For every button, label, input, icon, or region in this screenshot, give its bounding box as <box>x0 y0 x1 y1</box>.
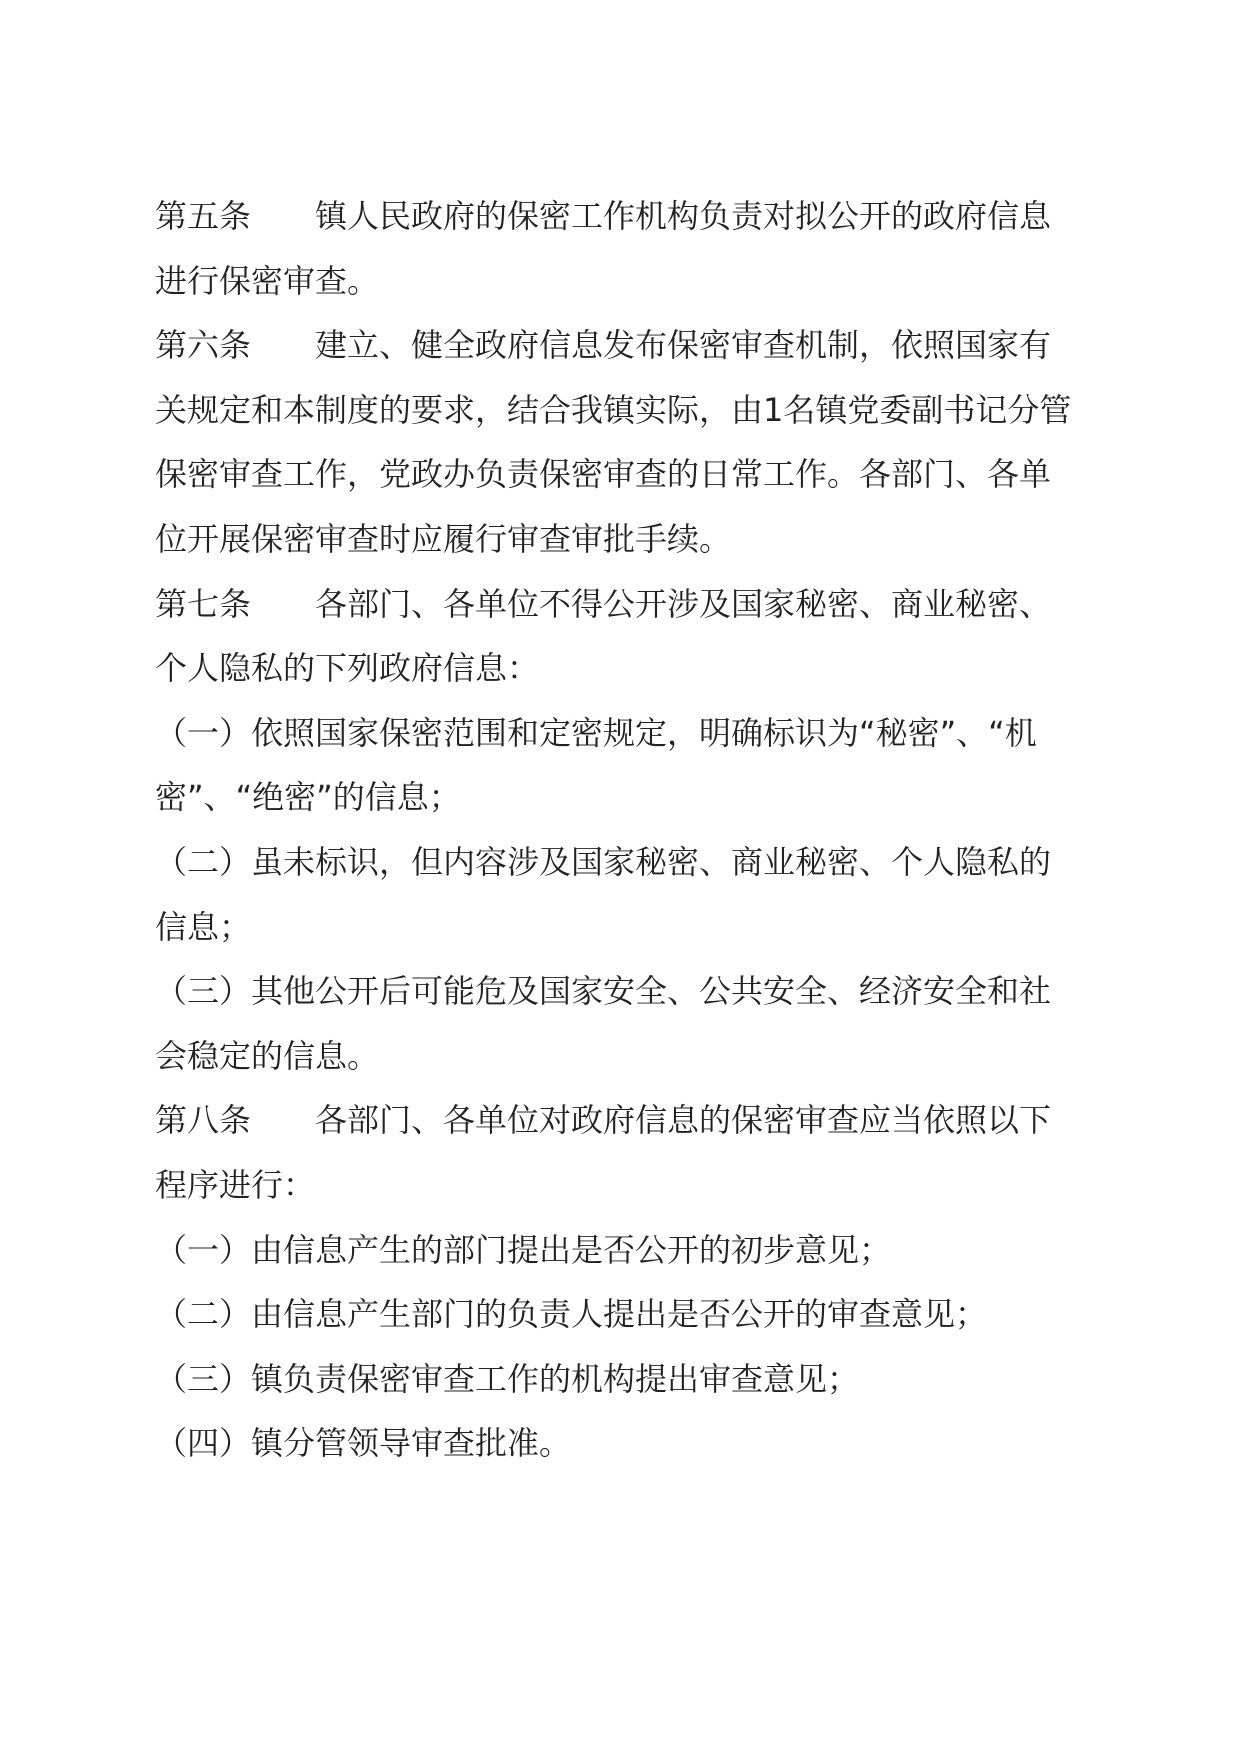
list-item: （三）其他公开后可能危及国家安全、公共安全、经济安全和社会稳定的信息。 <box>155 972 1052 1075</box>
list-item: （二）由信息产生部门的负责人提出是否公开的审查意见； <box>155 1295 988 1334</box>
article-heading: 第六条 <box>155 326 252 365</box>
article-6 <box>155 313 1075 571</box>
article-8 <box>155 1088 1075 1217</box>
list-item: （三）镇负责保密审查工作的机构提出审查意见； <box>155 1359 860 1398</box>
article-5 <box>155 184 1075 313</box>
article-text: 建立、健全政府信息发布保密审查机制，依照国家有关规定和本制度的要求，结合我镇实际，由1名镇党委副书记分管保密审查工作，党政办负责保密审查的日常工作。各部门、各单位开展保密审查时应履行审查审批手续。 <box>155 326 1072 558</box>
article-heading: 第八条 <box>155 1101 252 1140</box>
list-item: （一）依照国家保密范围和定密规定，明确标识为“秘密”、“机密”、“绝密”的信息； <box>155 713 1037 817</box>
article-heading: 第七条 <box>155 584 252 623</box>
article-7 <box>155 572 1075 701</box>
document-body <box>155 184 1075 1476</box>
list-item: （四）镇分管领导审查批准。 <box>155 1424 572 1463</box>
article-text: 镇人民政府的保密工作机构负责对拟公开的政府信息进行保密审查。 <box>155 197 1052 300</box>
article-text: 各部门、各单位对政府信息的保密审查应当依照以下程序进行： <box>155 1101 1052 1204</box>
list-item: （二）虽未标识，但内容涉及国家秘密、商业秘密、个人隐私的信息； <box>155 842 1052 946</box>
article-heading: 第五条 <box>155 197 252 235</box>
article-text: 各部门、各单位不得公开涉及国家秘密、商业秘密、个人隐私的下列政府信息： <box>155 584 1052 688</box>
list-item: （一）由信息产生的部门提出是否公开的初步意见； <box>155 1230 892 1269</box>
